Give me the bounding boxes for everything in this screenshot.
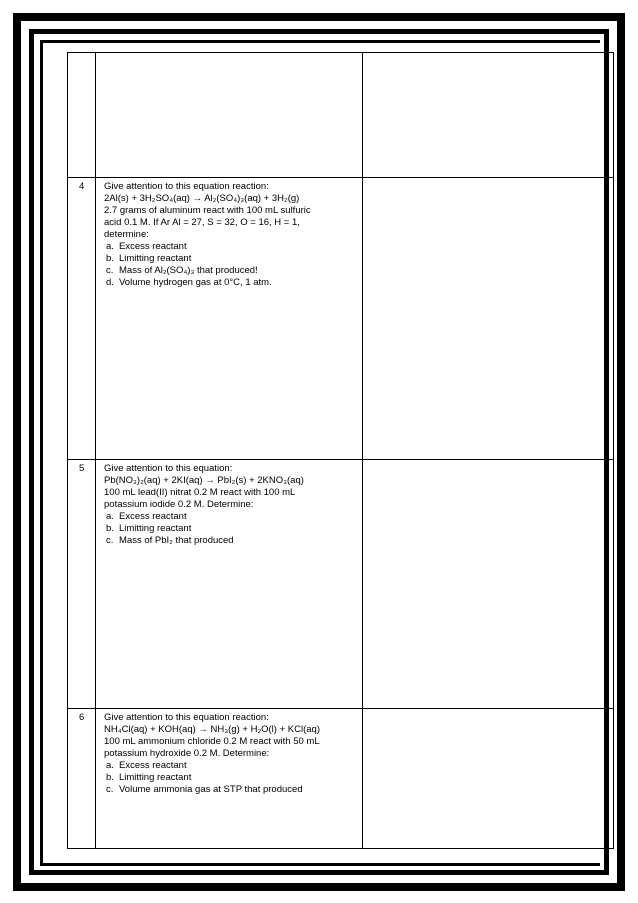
question-number: 6	[68, 709, 96, 849]
option-text: Excess reactant	[119, 241, 187, 252]
list-item	[104, 784, 358, 796]
option-list	[104, 241, 358, 289]
option-marker: b.	[106, 253, 114, 264]
question-cell	[96, 460, 363, 709]
question-text-line: 100 mL ammonium chloride 0.2 M react with 50 mL	[104, 736, 320, 747]
option-text: Limitting reactant	[119, 772, 192, 783]
table-row	[68, 178, 614, 460]
question-number: 5	[68, 460, 96, 709]
list-item	[104, 772, 358, 784]
question-text-line: Give attention to this equation reaction:	[104, 181, 269, 192]
option-text: Limitting reactant	[119, 253, 192, 264]
list-item	[104, 265, 358, 277]
question-text-line: determine:	[104, 229, 149, 240]
list-item	[104, 523, 358, 535]
option-marker: a.	[106, 760, 114, 771]
option-text: Volume ammonia gas at STP that produced	[119, 784, 303, 795]
question-text-line: Give attention to this equation reaction:	[104, 712, 269, 723]
question-cell	[96, 178, 363, 460]
option-text: Limitting reactant	[119, 523, 192, 534]
option-marker: b.	[106, 523, 114, 534]
list-item	[104, 253, 358, 265]
question-text-line: Give attention to this equation:	[104, 463, 233, 474]
option-marker: a.	[106, 511, 114, 522]
answer-cell[interactable]	[363, 178, 614, 460]
option-marker: c.	[106, 535, 114, 546]
answer-cell[interactable]	[363, 460, 614, 709]
question-text-line: 100 mL lead(II) nitrat 0.2 M react with 100 mL	[104, 487, 296, 498]
option-text: Volume hydrogen gas at 0°C, 1 atm.	[119, 277, 272, 288]
question-equation: Pb(NO₃)₂(aq) + 2KI(aq) → PbI₂(s) + 2KNO₃(aq)	[104, 475, 304, 486]
answer-cell	[363, 53, 614, 178]
option-marker: d.	[106, 277, 114, 288]
option-list	[104, 511, 358, 547]
list-item	[104, 760, 358, 772]
option-text: Mass of Al₂(SO₄)₃ that produced!	[119, 265, 258, 276]
question-cell	[96, 53, 363, 178]
question-equation: 2Al(s) + 3H₂SO₄(aq) → Al₂(SO₄)₃(aq) + 3H₂(g)	[104, 193, 300, 204]
table-row	[68, 709, 614, 849]
table-row	[68, 460, 614, 709]
option-marker: c.	[106, 265, 114, 276]
option-marker: a.	[106, 241, 114, 252]
number-cell	[68, 53, 96, 178]
option-text: Excess reactant	[119, 760, 187, 771]
question-table	[67, 52, 614, 849]
question-cell	[96, 709, 363, 849]
question-equation: NH₄Cl(aq) + KOH(aq) → NH₃(g) + H₂O(l) + KCl(aq)	[104, 724, 320, 735]
option-marker: b.	[106, 772, 114, 783]
question-number: 4	[68, 178, 96, 460]
list-item	[104, 511, 358, 523]
list-item	[104, 277, 358, 289]
option-list	[104, 760, 358, 796]
option-marker: c.	[106, 784, 114, 795]
table-row	[68, 53, 614, 178]
question-text-line: acid 0.1 M. If Ar Al = 27, S = 32, O = 16, H = 1,	[104, 217, 300, 228]
option-text: Excess reactant	[119, 511, 187, 522]
question-text-line: potassium iodide 0.2 M. Determine:	[104, 499, 254, 510]
option-text: Mass of PbI₂ that produced	[119, 535, 234, 546]
question-text-line: 2.7 grams of aluminum react with 100 mL sulfuric	[104, 205, 311, 216]
list-item	[104, 241, 358, 253]
question-text-line: potassium hydroxide 0.2 M. Determine:	[104, 748, 270, 759]
list-item	[104, 535, 358, 547]
answer-cell[interactable]	[363, 709, 614, 849]
